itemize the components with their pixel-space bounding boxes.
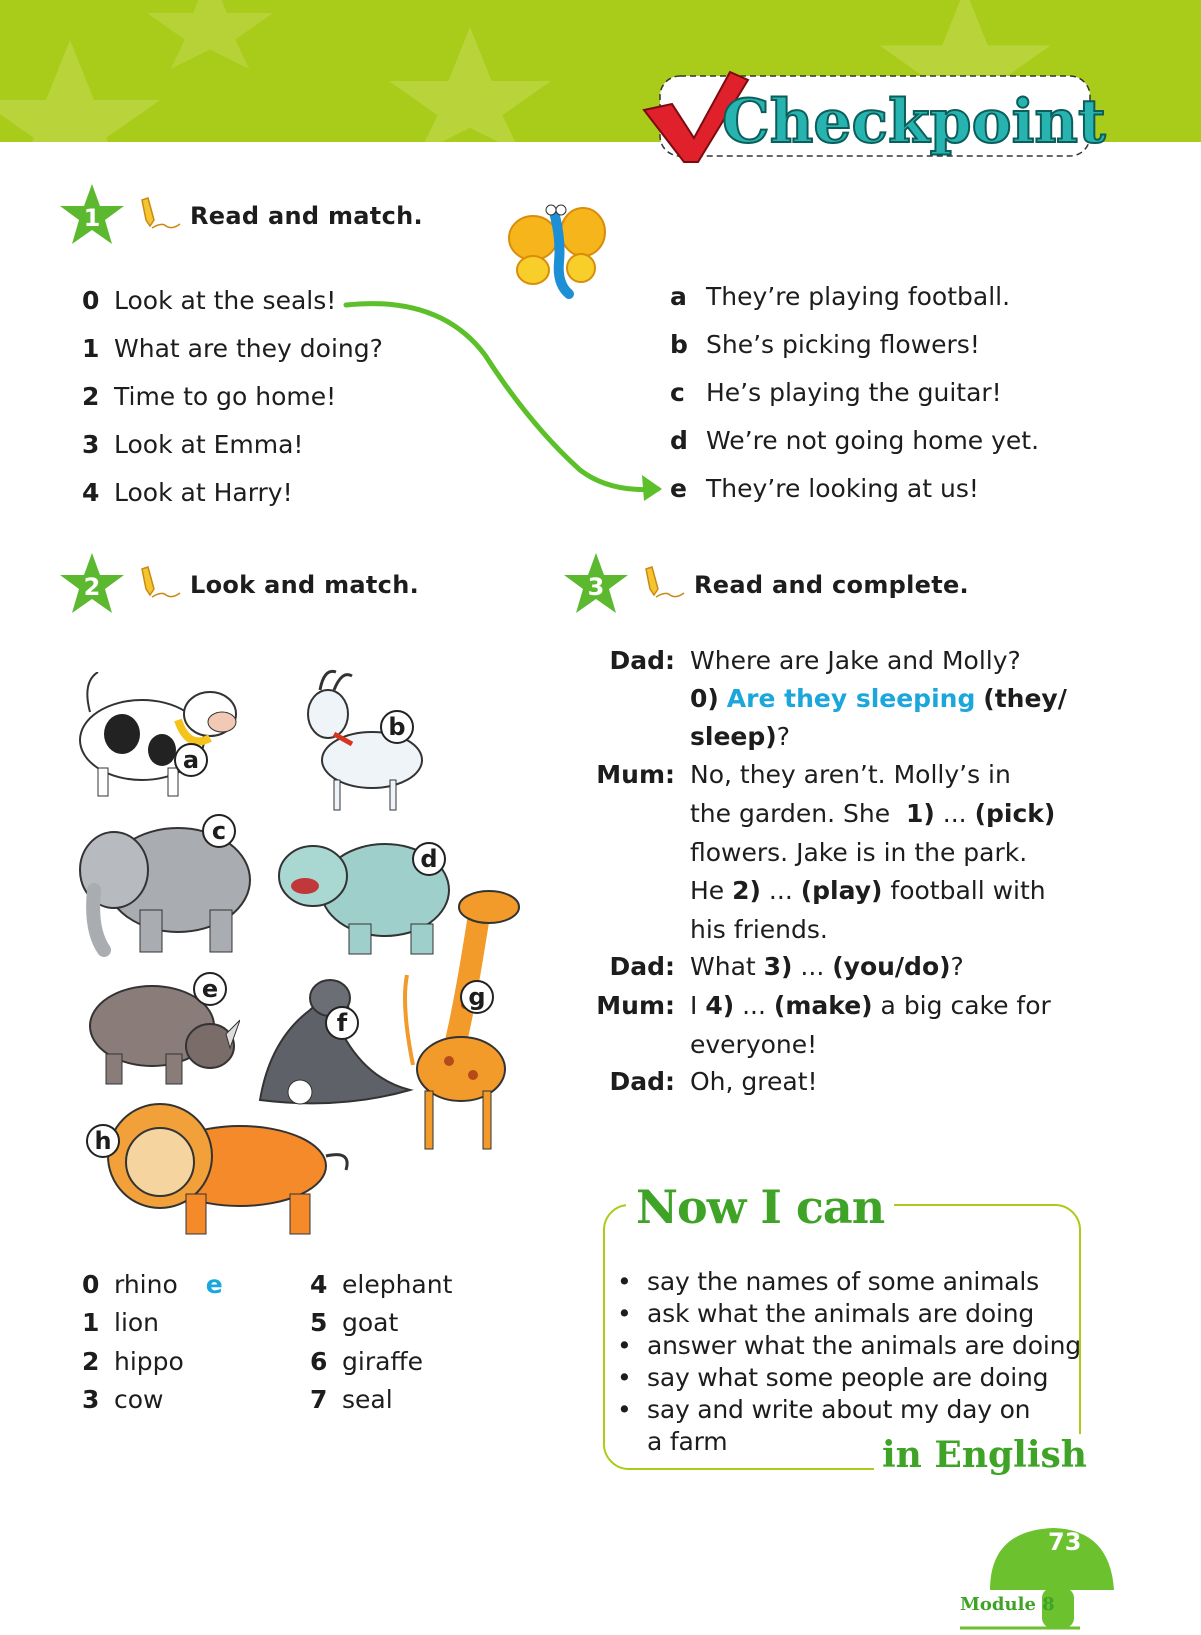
dialogue-line: flowers. Jake is in the park.: [690, 838, 1028, 867]
list-item: 5 goat: [310, 1308, 399, 1337]
list-item: 2 hippo: [82, 1347, 184, 1376]
exercise-number-star-icon: [58, 182, 126, 250]
banner-star-decoration: [380, 20, 560, 142]
now-i-can-list: [615, 1266, 1081, 1458]
checkpoint-logo: [638, 68, 1108, 168]
picture-label: g: [460, 980, 494, 1014]
list-item: 0 rhino e: [82, 1270, 223, 1299]
list-item: b She’s picking flowers!: [670, 330, 980, 359]
exercise-1-header: [58, 182, 423, 250]
list-item: • say and write about my day on a farm: [615, 1394, 1035, 1458]
list-item: a They’re playing football.: [670, 282, 1011, 311]
match-arrow: [340, 295, 680, 510]
exercise-title: Read and complete.: [694, 571, 969, 599]
picture-label: e: [193, 972, 227, 1006]
banner-star-decoration: [140, 0, 280, 80]
list-item: • say what some people are doing: [615, 1362, 1081, 1394]
list-item: c He’s playing the guitar!: [670, 378, 1002, 407]
exercise-number: 2: [83, 573, 101, 601]
list-item: 1 What are they doing?: [82, 334, 383, 363]
exercise-3-header: [562, 551, 969, 619]
picture-label: b: [380, 710, 414, 744]
list-item: 2 Time to go home!: [82, 382, 337, 411]
exercise-number-star-icon: [58, 551, 126, 619]
exercise-title: Read and match.: [190, 202, 423, 230]
pencil-icon: [636, 565, 688, 605]
list-item: 3 cow: [82, 1385, 164, 1414]
dialogue-line: the garden. She 1) ... (pick): [690, 799, 1056, 828]
exercise-2-header: [58, 551, 419, 619]
module-label: Module 8: [960, 1594, 1055, 1615]
cow-illustration: [70, 672, 240, 802]
exercise-number: 1: [83, 204, 101, 232]
exercise-number: 3: [587, 573, 605, 601]
list-item: 3 Look at Emma!: [82, 430, 304, 459]
dialogue-line: everyone!: [690, 1030, 818, 1059]
lion-illustration: [90, 1090, 350, 1240]
pencil-icon: [132, 196, 184, 236]
list-item: • say the names of some animals: [615, 1266, 1081, 1298]
picture-label: d: [412, 842, 446, 876]
list-item: d We’re not going home yet.: [670, 426, 1040, 455]
page-number: 73: [1048, 1528, 1082, 1556]
page-number-badge: [960, 1520, 1120, 1635]
dialogue-line: sleep)?: [690, 722, 790, 751]
list-item: 7 seal: [310, 1385, 393, 1414]
picture-label: c: [202, 814, 236, 848]
list-item: 4 elephant: [310, 1270, 453, 1299]
now-i-can-title: Now I can: [626, 1180, 894, 1234]
picture-label: h: [86, 1124, 120, 1158]
butterfly-icon: [505, 200, 610, 305]
dialogue-line: his friends.: [690, 915, 828, 944]
goat-illustration: [290, 668, 440, 813]
list-item: 0 Look at the seals!: [82, 286, 337, 315]
giraffe-illustration: [395, 885, 545, 1155]
exercise-title: Look and match.: [190, 571, 420, 599]
dialogue-line: 0) Are they sleeping (they/: [690, 684, 1067, 713]
pencil-icon: [132, 565, 184, 605]
picture-label: a: [174, 743, 208, 777]
list-item: • ask what the animals are doing: [615, 1298, 1081, 1330]
dialogue-line: He 2) ... (play) football with: [690, 876, 1046, 905]
list-item: 4 Look at Harry!: [82, 478, 293, 507]
picture-label: f: [325, 1006, 359, 1040]
list-item: 6 giraffe: [310, 1347, 424, 1376]
svg-text:Checkpoint: Checkpoint: [722, 87, 1106, 157]
list-item: • answer what the animals are doing: [615, 1330, 1081, 1362]
list-item: 1 lion: [82, 1308, 160, 1337]
in-english-label: in English: [874, 1434, 1095, 1476]
exercise-number-star-icon: [562, 551, 630, 619]
list-item: e They’re looking at us!: [670, 474, 979, 503]
